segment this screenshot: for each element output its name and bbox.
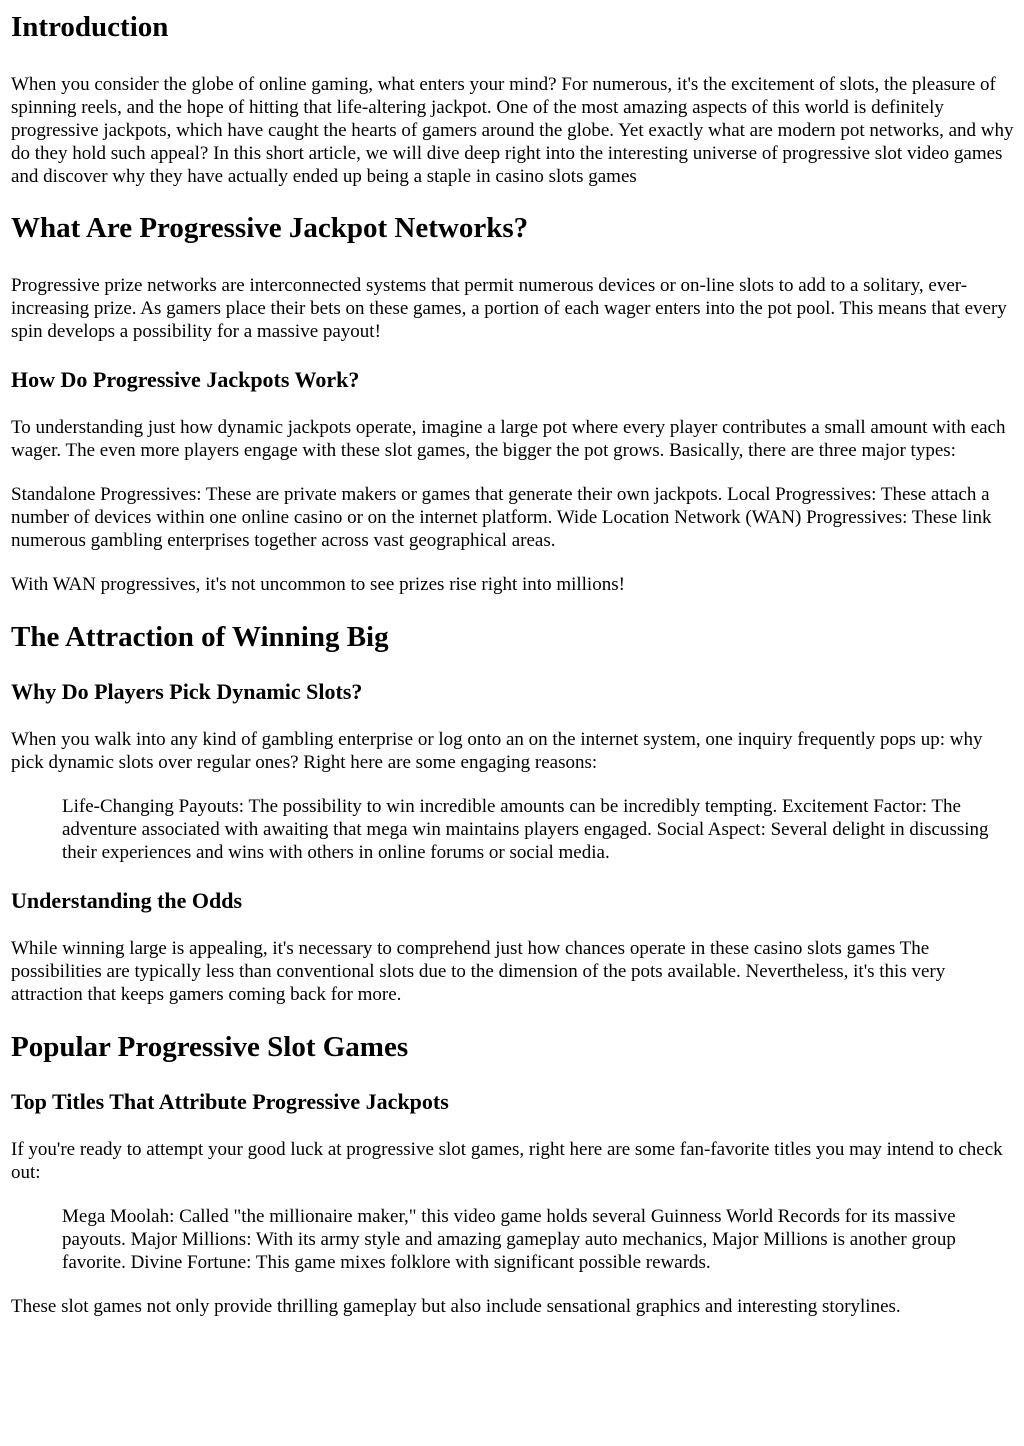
reasons-quote: Life-Changing Payouts: The possibility to win incredible amounts can be incredibly tempting. Excitement Factor: The adventure associated with awaiting that mega win maintains players engaged. Social Aspect: Several delight in discussing their experiences and wins with others in online forums or social media.: [62, 796, 989, 863]
titles-quote: Mega Moolah: Called "the millionaire maker," this video game holds several Guinness World Records for its massive payouts. Major Millions: With its army style and amazing gameplay auto mechanics, Major Millions is another group favorite. Divine Fortune: This game mixes folklore with significant possible rewards.: [62, 1206, 956, 1273]
heading-top-titles: Top Titles That Attribute Progressive Jackpots: [11, 1089, 449, 1114]
odds-paragraph: While winning large is appealing, it's necessary to comprehend just how chances operate in these casino slots games The possibilities are typically less than conventional slots due to the dimension of the pots available. Nevertheless, it's this very attraction that keeps gamers coming back for more.: [11, 938, 946, 1005]
heading-attraction: The Attraction of Winning Big: [11, 621, 389, 653]
heading-popular: Popular Progressive Slot Games: [11, 1031, 409, 1063]
how-work-paragraph-1: To understanding just how dynamic jackpots operate, imagine a large pot where every player contributes a small amount with each wager. The even more players engage with these slot games, the bigger the pot grows. Basically, there are three major types:: [11, 417, 1006, 461]
heading-odds: Understanding the Odds: [11, 888, 243, 913]
heading-introduction: Introduction: [11, 11, 169, 43]
why-pick-paragraph: When you walk into any kind of gambling enterprise or log onto an on the internet system, one inquiry frequently pops up: why pick dynamic slots over regular ones? Right here are some engaging reasons:: [11, 729, 983, 773]
intro-paragraph: When you consider the globe of online gaming, what enters your mind? For numerous, it's the excitement of slots, the pleasure of spinning reels, and the hope of hitting that life-altering jackpot. One of the most amazing aspects of this world is definitely progressive jackpots, which have caught the hearts of gamers around the globe. Yet exactly what are modern pot networks, and why do they hold such appeal? In this short article, we will dive deep right into the interesting universe of progressive slot video games and discover why they have actually ended up being a staple in casino slots games: [11, 74, 1014, 187]
how-work-paragraph-3: With WAN progressives, it's not uncommon to see prizes rise right into millions!: [11, 574, 625, 595]
how-work-paragraph-2: Standalone Progressives: These are private makers or games that generate their own jackpots. Local Progressives: These attach a number of devices within one online casino or on the internet platform. Wide Location Network (WAN) Progressives: These link numerous gambling enterprises together across vast geographical areas.: [11, 484, 992, 551]
heading-networks: What Are Progressive Jackpot Networks?: [11, 212, 529, 244]
top-titles-paragraph: If you're ready to attempt your good luck at progressive slot games, right here are some fan-favorite titles you may intend to check out:: [11, 1139, 1003, 1183]
heading-how-work: How Do Progressive Jackpots Work?: [11, 367, 360, 392]
networks-paragraph: Progressive prize networks are interconnected systems that permit numerous devices or on-line slots to add to a solitary, ever-increasing prize. As gamers place their bets on these games, a portion of each wager enters into the pot pool. This means that every spin develops a possibility for a massive payout!: [11, 275, 1007, 342]
closing-paragraph: These slot games not only provide thrilling gameplay but also include sensational graphics and interesting storylines.: [11, 1296, 901, 1317]
heading-why-pick: Why Do Players Pick Dynamic Slots?: [11, 679, 363, 704]
